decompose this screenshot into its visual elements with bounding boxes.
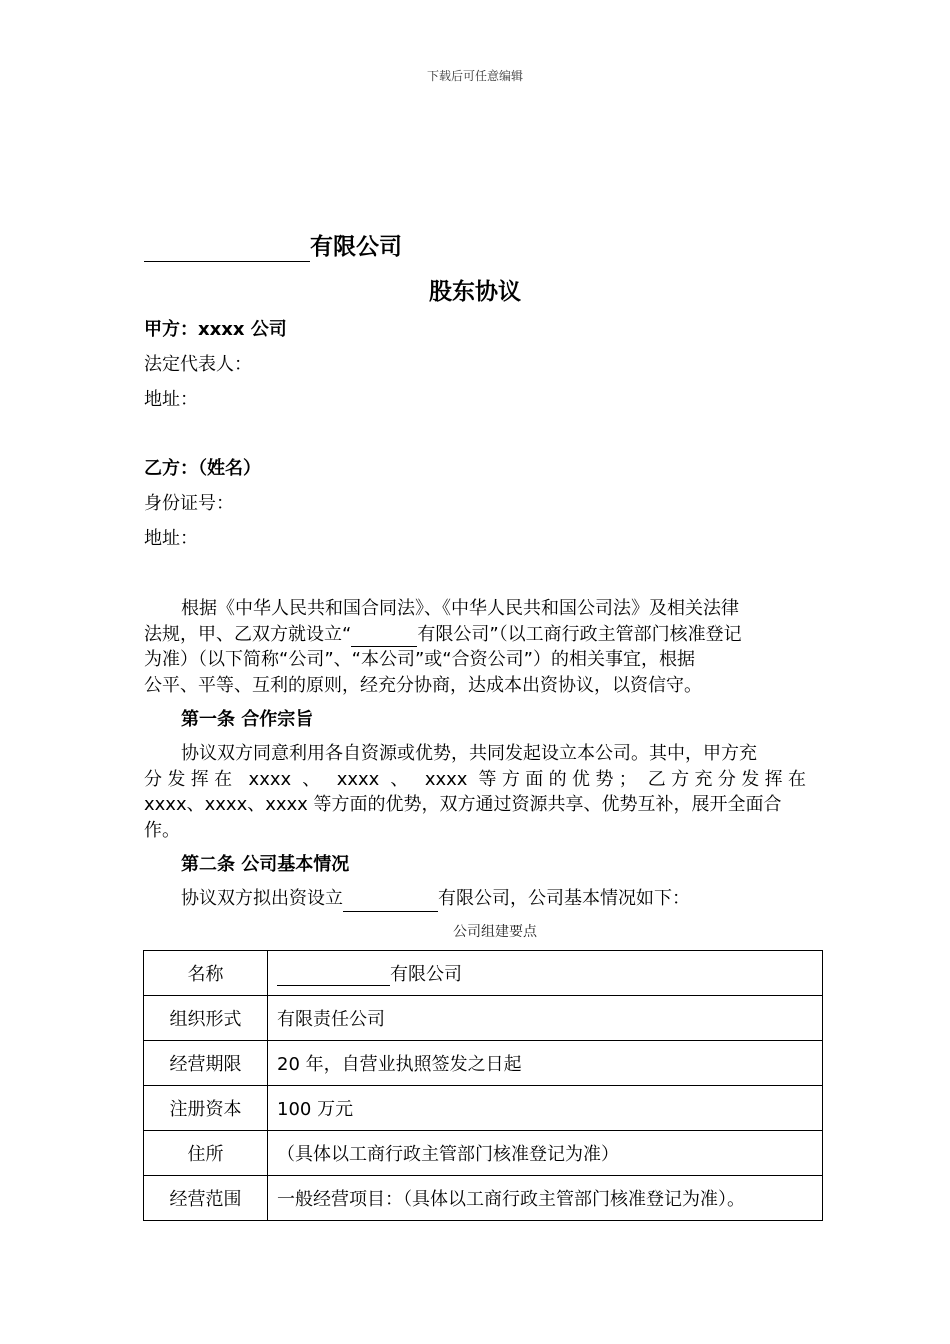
article-2-body: [144, 886, 806, 912]
table-key-cell: 经营期限: [144, 1041, 268, 1086]
header-note: 下载后可任意编辑: [426, 69, 523, 83]
article-1-body: [144, 741, 806, 843]
article-1-line-1: 协议双方同意利用各自资源或优势，共同发起设立本公司。其中，甲方充: [181, 743, 757, 764]
table-value-cell: [268, 951, 823, 996]
table-key-cell: 住所: [144, 1131, 268, 1176]
article-1-heading: 第一条 合作宗旨: [181, 709, 314, 730]
article-1-line-4: 作。: [144, 819, 180, 841]
table-value-cell: 100 万元: [268, 1086, 823, 1131]
intro-line-1: 根据《中华人民共和国合同法》、《中华人民共和国公司法》及相关法律: [181, 598, 739, 619]
table-caption: 公司组建要点: [453, 924, 537, 940]
article-2-line-1b: 有限公司，公司基本情况如下：: [438, 888, 690, 909]
party-a-address: 地址：: [144, 389, 198, 410]
table-key-cell: 组织形式: [144, 996, 268, 1041]
intro-paragraph: [144, 596, 806, 698]
table-value-text: 有限公司: [390, 964, 462, 985]
table-row: [144, 1086, 823, 1131]
table-key-cell: 经营范围: [144, 1176, 268, 1221]
intro-line-4: 公平、平等、互利的原则，经充分协商，达成本出资协议，以资信守。: [144, 674, 702, 696]
table-row: [144, 951, 823, 996]
table-value-cell: 一般经营项目：（具体以工商行政主管部门核准登记为准）。: [268, 1176, 823, 1221]
table-value-cell: （具体以工商行政主管部门核准登记为准）: [268, 1131, 823, 1176]
article-2-line-1a: 协议双方拟出资设立: [181, 888, 343, 909]
article-2-heading: 第二条 公司基本情况: [181, 854, 350, 875]
intro-line-3: 为准）（以下简称“公司”、“本公司”或“合资公司”）的相关事宜，根据: [144, 649, 695, 671]
article-2-company-blank: [343, 891, 438, 912]
table-row: [144, 996, 823, 1041]
article-1-line-2: 分发挥在 xxxx 、 xxxx 、 xxxx 等方面的优势； 乙方充分发挥在: [144, 768, 806, 790]
company-info-table: [143, 950, 823, 1221]
party-b-label: 乙方：（姓名）: [144, 458, 261, 479]
intro-line-2b: 有限公司”（以工商行政主管部门核准登记: [417, 623, 742, 645]
table-value-cell: 20 年，自营业执照签发之日起: [268, 1041, 823, 1086]
intro-company-blank: [351, 626, 417, 647]
table-row: [144, 1176, 823, 1221]
party-b-id-number: 身份证号：: [144, 493, 234, 514]
party-b-address: 地址：: [144, 528, 198, 549]
table-row: [144, 1131, 823, 1176]
table-key-cell: 注册资本: [144, 1086, 268, 1131]
party-a-representative: 法定代表人：: [144, 354, 252, 375]
article-2-line-1: [144, 886, 806, 912]
table-key-cell: 名称: [144, 951, 268, 996]
title-suffix: 有限公司: [310, 234, 402, 260]
intro-line-2a: 法规，甲、乙双方就设立“: [144, 623, 352, 645]
intro-line-2: [144, 622, 806, 648]
document-subtitle: 股东协议: [429, 279, 521, 305]
table-row: [144, 1041, 823, 1086]
table-company-blank: [277, 965, 390, 986]
article-1-line-3: xxxx、xxxx、xxxx 等方面的优势，双方通过资源共享、优势互补，展开全面合: [144, 794, 782, 816]
party-a-label: 甲方：xxxx 公司: [144, 319, 287, 340]
document-title: [144, 232, 402, 262]
table-value-cell: 有限责任公司: [268, 996, 823, 1041]
company-name-blank: [144, 233, 310, 262]
